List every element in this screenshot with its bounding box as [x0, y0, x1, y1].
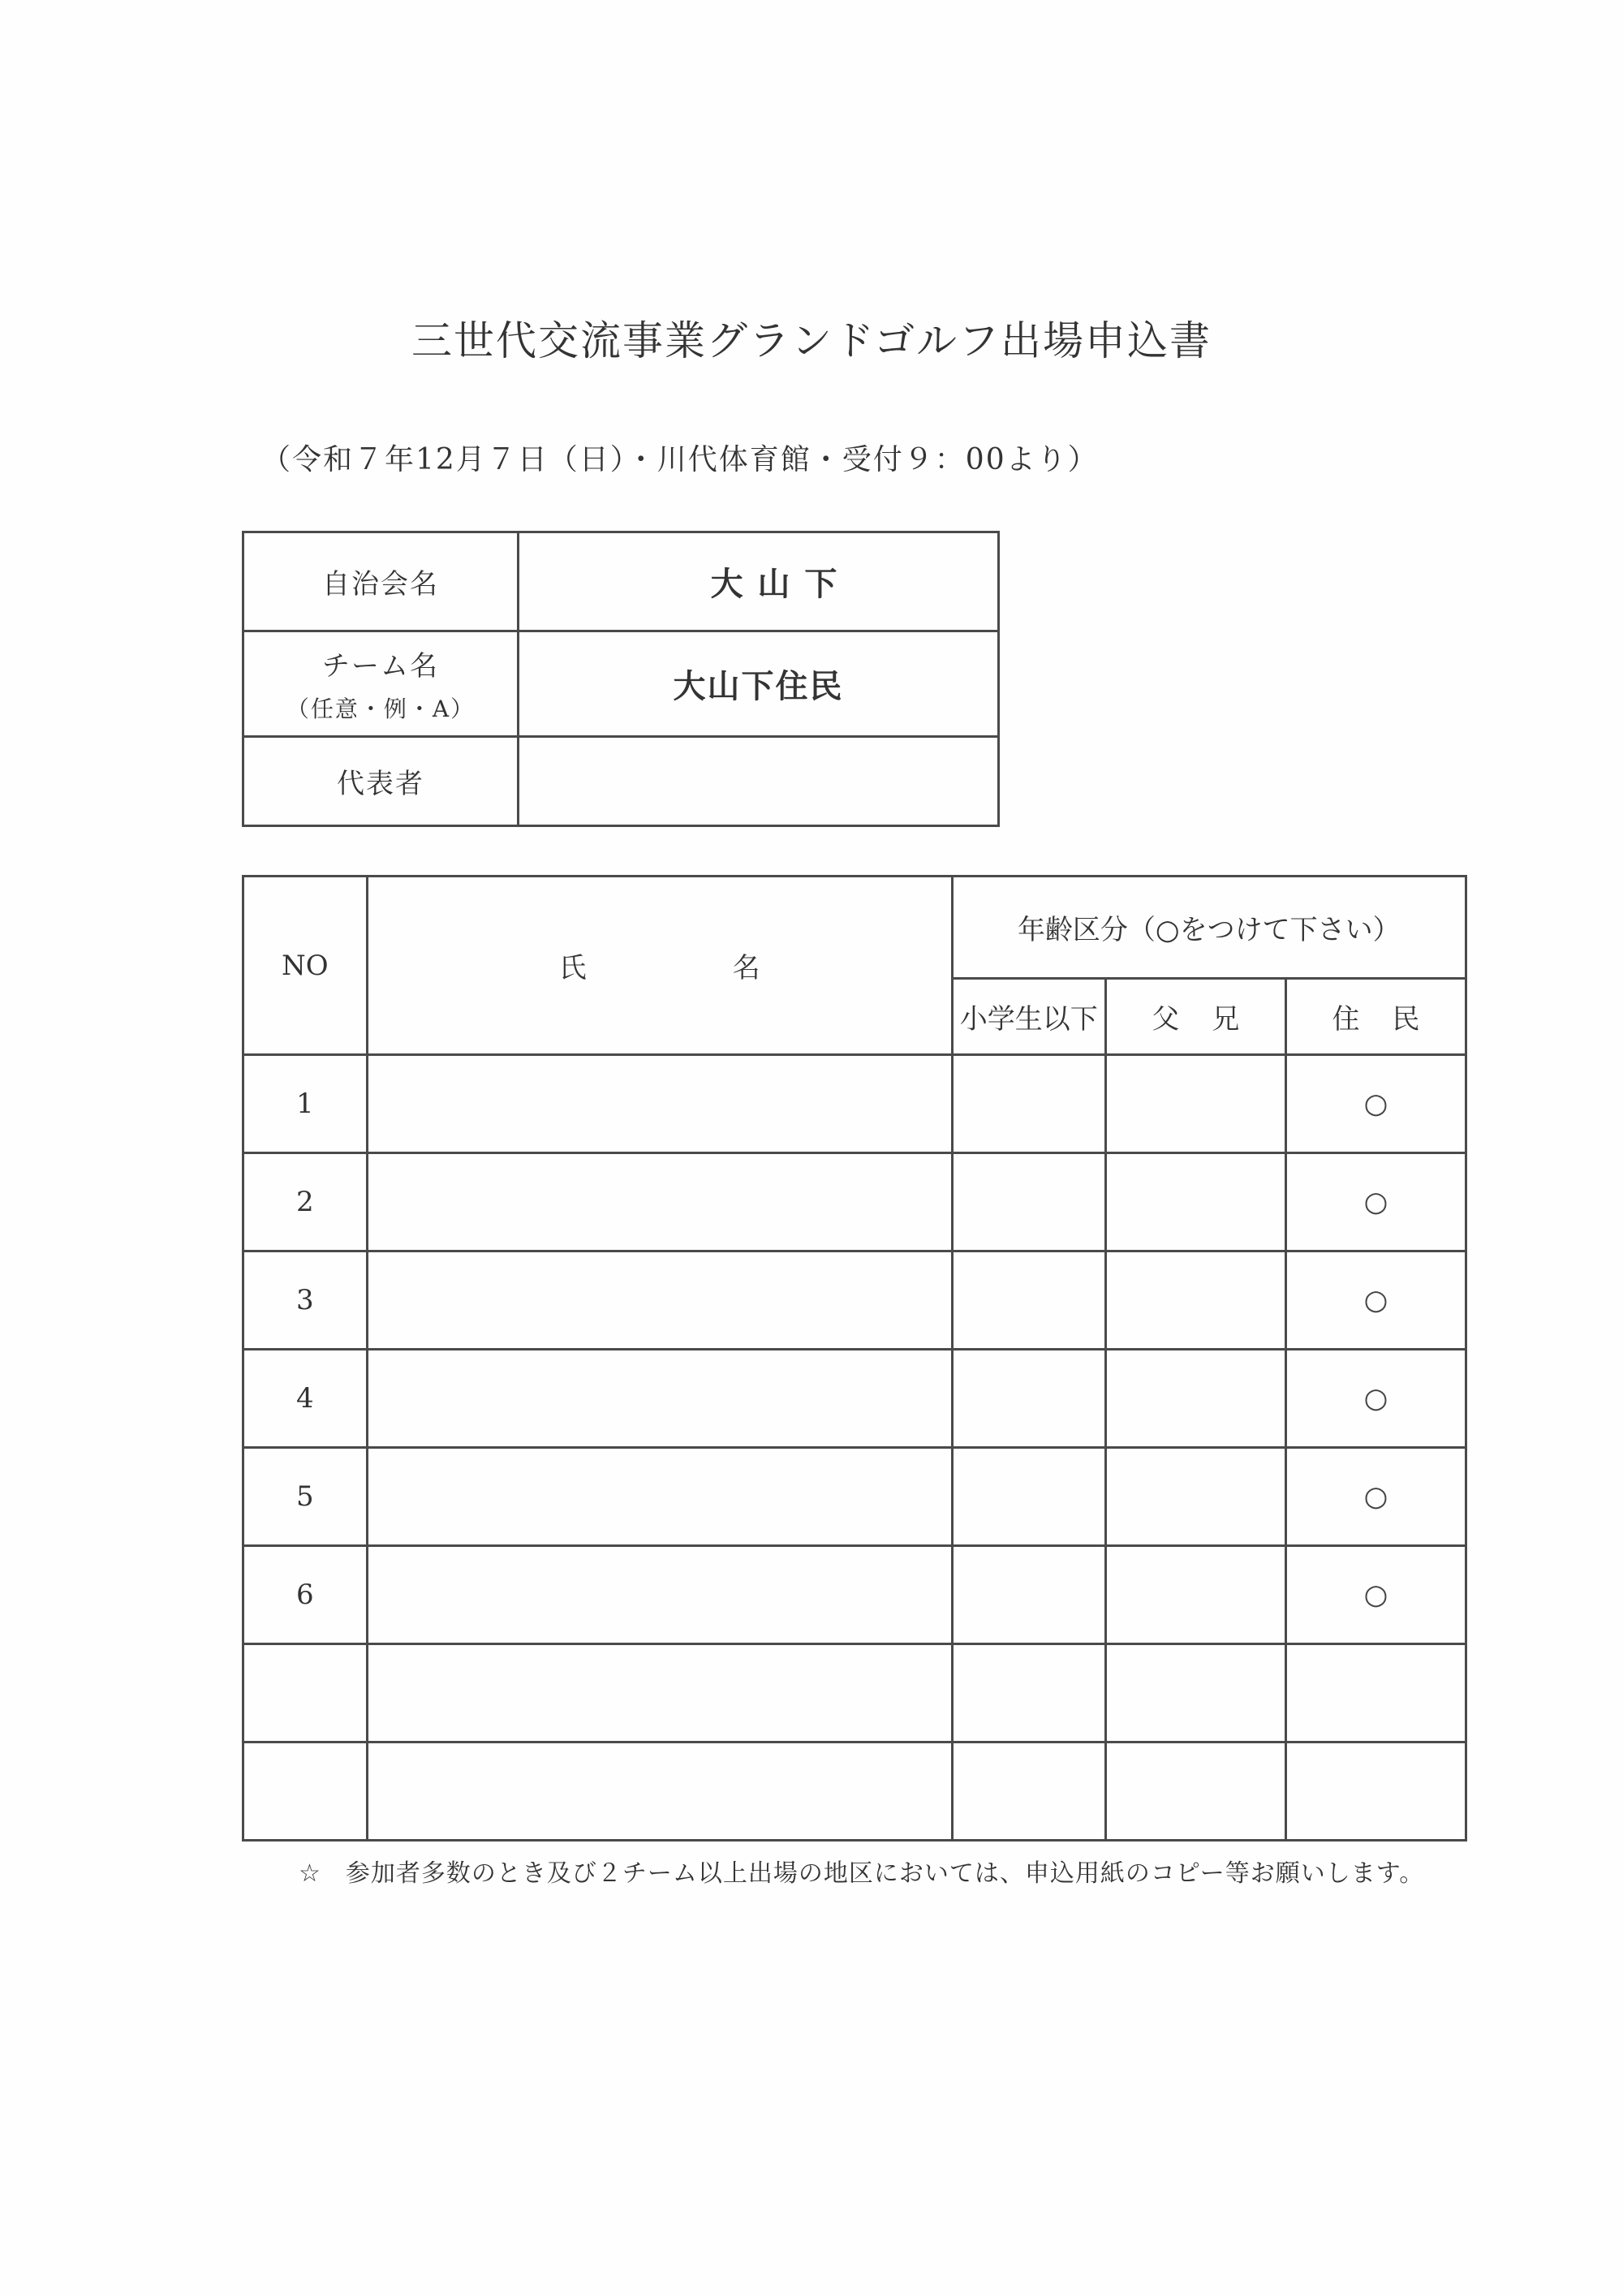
member-resident-cell[interactable]: ○	[1285, 1448, 1466, 1546]
member-elementary-cell[interactable]	[952, 1742, 1105, 1841]
member-name-cell[interactable]	[367, 1055, 952, 1153]
member-parent-cell[interactable]	[1105, 1644, 1285, 1742]
footnote-text: 参加者多数のとき及び２チーム以上出場の地区においては、申込用紙のコピー等お願いします。	[345, 1859, 1425, 1888]
form-title: 三世代交流事業グランドゴルフ出場申込書	[411, 317, 1212, 364]
jichikai-label: 自治会名	[243, 532, 519, 631]
member-name-cell[interactable]	[367, 1546, 952, 1644]
member-resident-cell[interactable]	[1285, 1644, 1466, 1742]
member-row	[243, 1644, 1466, 1742]
member-row	[243, 1251, 1466, 1350]
member-resident-cell[interactable]: ○	[1285, 1350, 1466, 1448]
member-name-cell[interactable]	[367, 1742, 952, 1841]
representative-value[interactable]	[519, 737, 999, 826]
member-parent-cell[interactable]	[1105, 1448, 1285, 1546]
member-table	[242, 875, 1467, 1842]
representative-label: 代表者	[243, 737, 519, 826]
star-icon: ☆	[299, 1859, 321, 1888]
member-elementary-cell[interactable]	[952, 1055, 1105, 1153]
team-name-label-cell	[243, 631, 519, 737]
member-elementary-cell[interactable]	[952, 1153, 1105, 1251]
team-info-table	[242, 531, 1000, 827]
member-row	[243, 1546, 1466, 1644]
member-no: 3	[243, 1251, 368, 1350]
member-name-cell[interactable]	[367, 1251, 952, 1350]
jichikai-row	[243, 532, 999, 631]
member-elementary-cell[interactable]	[952, 1448, 1105, 1546]
member-row	[243, 1448, 1466, 1546]
member-no: 6	[243, 1546, 368, 1644]
member-elementary-cell[interactable]	[952, 1350, 1105, 1448]
member-row	[243, 1742, 1466, 1841]
member-no: 2	[243, 1153, 368, 1251]
member-parent-cell[interactable]	[1105, 1055, 1285, 1153]
member-row	[243, 1350, 1466, 1448]
no-header: NO	[243, 877, 368, 1055]
team-name-note: （任意・例・A）	[286, 696, 476, 722]
member-row	[243, 1055, 1466, 1153]
member-elementary-cell[interactable]	[952, 1251, 1105, 1350]
member-parent-cell[interactable]	[1105, 1742, 1285, 1841]
member-resident-cell[interactable]	[1285, 1742, 1466, 1841]
member-name-cell[interactable]	[367, 1350, 952, 1448]
member-name-cell[interactable]	[367, 1448, 952, 1546]
team-name-label: チーム名	[322, 650, 439, 683]
member-elementary-cell[interactable]	[952, 1644, 1105, 1742]
member-resident-cell[interactable]: ○	[1285, 1546, 1466, 1644]
member-no: 1	[243, 1055, 368, 1153]
member-parent-cell[interactable]	[1105, 1546, 1285, 1644]
member-name-cell[interactable]	[367, 1644, 952, 1742]
age-category-elementary: 小学生以下	[952, 979, 1105, 1055]
member-elementary-cell[interactable]	[952, 1546, 1105, 1644]
age-category-resident: 住民	[1285, 979, 1466, 1055]
member-header-row	[243, 877, 1466, 979]
age-category-header: 年齢区分（○をつけて下さい）	[952, 877, 1466, 979]
member-resident-cell[interactable]: ○	[1285, 1153, 1466, 1251]
member-name-cell[interactable]	[367, 1153, 952, 1251]
member-no	[243, 1644, 368, 1742]
member-no	[243, 1742, 368, 1841]
team-name-row	[243, 631, 999, 737]
member-parent-cell[interactable]	[1105, 1350, 1285, 1448]
team-name-value[interactable]: 大山下住民	[519, 631, 999, 737]
event-details: （令和７年12月７日（日）・川代体育館・受付９：00より）	[261, 443, 1099, 476]
member-resident-cell[interactable]: ○	[1285, 1055, 1466, 1153]
member-row	[243, 1153, 1466, 1251]
member-parent-cell[interactable]	[1105, 1153, 1285, 1251]
member-no: 5	[243, 1448, 368, 1546]
member-no: 4	[243, 1350, 368, 1448]
age-category-parent: 父兄	[1105, 979, 1285, 1055]
member-parent-cell[interactable]	[1105, 1251, 1285, 1350]
footnote	[242, 1850, 1492, 1898]
representative-row	[243, 737, 999, 826]
member-resident-cell[interactable]: ○	[1285, 1251, 1466, 1350]
name-header: 氏名	[367, 877, 952, 1055]
jichikai-value[interactable]: 大 山 下	[519, 532, 999, 631]
